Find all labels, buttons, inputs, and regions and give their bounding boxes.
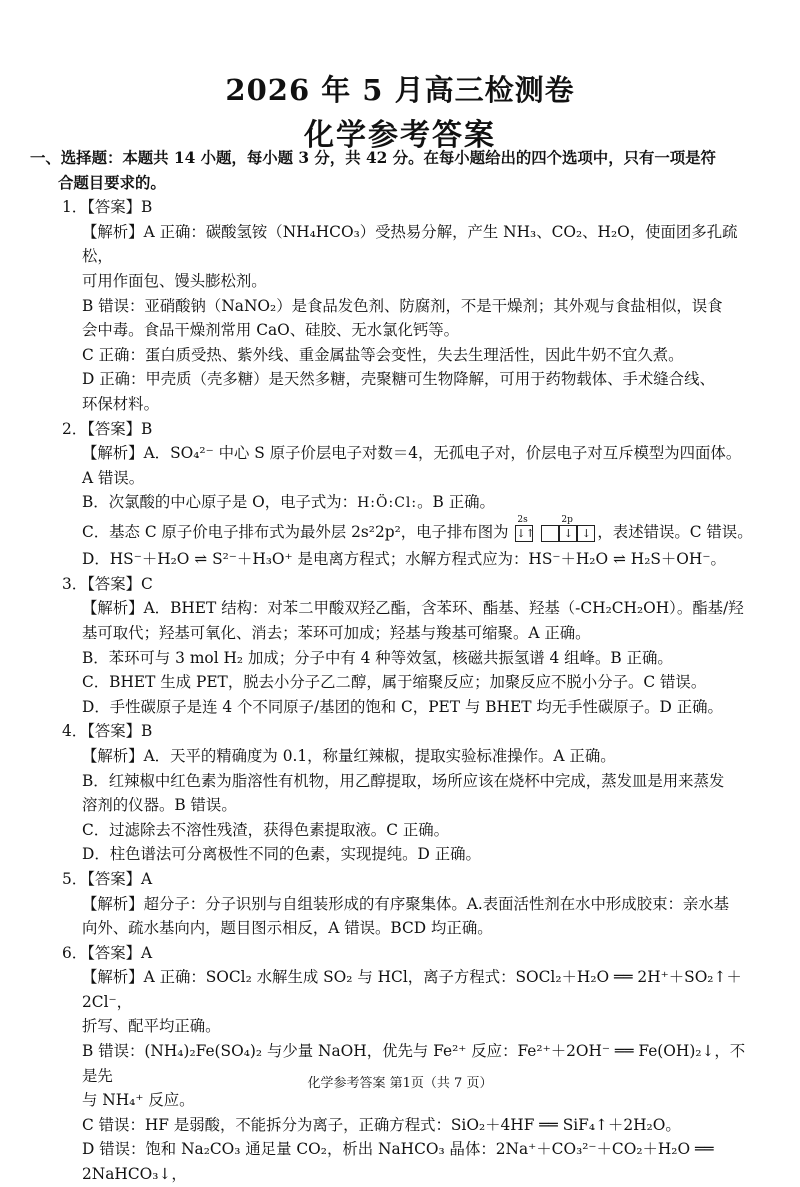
explanation-line: 【解析】A．SO₄²⁻ 中心 S 原子价层电子对数＝4，无孤电子对，价层电子对互斥模型为四面体。 [82, 444, 742, 463]
orbital-box-2s: ↓↑ [516, 527, 535, 541]
answer-line: 1．【答案】B [62, 198, 153, 217]
orbital-box-2p: ↓ [577, 525, 595, 542]
explanation-line: C．过滤除去不溶性残渣，获得色素提取液。C 正确。 [82, 820, 450, 839]
explanation-line: 基可取代；羟基可氧化、消去；苯环可加成；羟基与羧基可缩聚。A 正确。 [82, 623, 591, 642]
orbital-label-2s: 2s [517, 514, 528, 525]
answer-line: 3．【答案】C [62, 574, 153, 593]
answer-line: 5．【答案】A [62, 869, 153, 888]
section-heading-line2: 合题目要求的。 [58, 173, 166, 192]
section-heading [30, 146, 754, 195]
explanation-line: 【解析】A．BHET 结构：对苯二甲酸双羟乙酯，含苯环、酯基、羟基（-CH₂CH₂OH）。酯基/羟 [82, 599, 744, 618]
explanation-line: A 错误。 [82, 468, 145, 487]
explanation-line: 可用作面包、馒头膨松剂。 [82, 271, 267, 290]
explanation-line: D．HS⁻＋H₂O ⇌ S²⁻＋H₃O⁺ 是电离方程式；水解方程式应为：HS⁻＋H₂O ⇌ H₂S＋OH⁻。 [82, 550, 726, 569]
explanation-line: 【解析】A 正确：碳酸氢铵（NH₄HCO₃）受热易分解，产生 NH₃、CO₂、H₂O，使面团多孔疏松， [82, 222, 738, 266]
question-1 [58, 195, 754, 416]
explanation-line: B 错误：(NH₄)₂Fe(SO₄)₂ 与少量 NaOH，优先与 Fe²⁺ 反应：Fe²⁺＋2OH⁻ ══ Fe(OH)₂↓，不是先 [82, 1042, 746, 1085]
orbital-diagram [515, 514, 535, 546]
section-heading-line1: 一、选择题：本题共 14 小题，每小题 3 分，共 42 分。在每小题给出的四个选项中，只有一项是符 [30, 149, 716, 167]
answer-line: 6．【答案】A [62, 943, 153, 962]
explanation-line: B．红辣椒中红色素为脂溶性有机物，用乙醇提取，场所应该在烧杯中完成，蒸发皿是用来蒸发 [82, 771, 725, 790]
explanation-text: 。B 正确。 [417, 493, 495, 512]
explanation-line: 【解析】A 正确：SOCl₂ 水解生成 SO₂ 与 HCl，离子方程式：SOCl₂＋H₂O ══ 2H⁺＋SO₂↑＋2Cl⁻， [82, 968, 742, 1011]
answer-line: 4．【答案】B [62, 722, 153, 741]
question-4 [58, 719, 754, 867]
explanation-line: 【解析】A．天平的精确度为 0.1，称量红辣椒，提取实验标准操作。A 正确。 [82, 746, 616, 765]
explanation-line: 与 NH₄⁺ 反应。 [82, 1091, 195, 1110]
explanation-line: D．手性碳原子是连 4 个不同原子/基团的饱和 C，PET 与 BHET 均无手性碳原子。D 正确。 [82, 697, 723, 716]
explanation-line [58, 514, 754, 545]
explanation-text: ，表述错误。C 错误。 [597, 522, 753, 541]
page-footer: 化学参考答案 第1页（共 7 页） [307, 1076, 493, 1091]
answer-key-title: 化学参考答案 [304, 118, 496, 153]
explanation-line: 溶剂的仪器。B 错误。 [82, 796, 237, 815]
answer-line: 2．【答案】B [62, 419, 153, 438]
explanation-line: 向外、疏水基向内，题目图示相反，A 错误。BCD 均正确。 [82, 919, 493, 938]
electron-formula: H:Ö:Cl: [357, 495, 418, 512]
explanation-text: C．基态 C 原子价电子排布式为最外层 2s²2p²，电子排布图为 [82, 522, 509, 541]
explanation-line: B 错误：亚硝酸钠（NaNO₂）是食品发色剂、防腐剂，不是干燥剂；其外观与食盐相似，误食 [82, 296, 723, 315]
explanation-line: C 错误：HF 是弱酸，不能拆分为离子，正确方程式：SiO₂＋4HF ══ SiF₄↑＋2H₂O。 [82, 1115, 681, 1134]
explanation-line: D 正确：甲壳质（壳多糖）是天然多糖，壳聚糖可生物降解，可用于药物载体、手术缝合线、 [82, 370, 715, 389]
explanation-line: D 错误：饱和 Na₂CO₃ 通足量 CO₂，析出 NaHCO₃ 晶体：2Na⁺＋CO₃²⁻＋CO₂＋H₂O ══ 2NaHCO₃↓， [82, 1140, 714, 1184]
orbital-box-2p: ↓ [559, 525, 577, 542]
page-content [30, 146, 754, 1187]
explanation-line: 环保材料。 [82, 394, 159, 413]
question-5 [58, 867, 754, 941]
question-2 [58, 417, 754, 572]
explanation-line: 折写、配平均正确。 [82, 1017, 221, 1036]
explanation-line [58, 490, 754, 516]
orbital-label-2p: 2p [561, 514, 573, 525]
explanation-line: 【解析】超分子：分子识别与自组装形成的有序聚集体。A.表面活性剂在水中形成胶束：亲水基 [82, 894, 730, 913]
exam-title: 2026 年 5 月高三检测卷 [225, 73, 575, 107]
orbital-box-2p [541, 525, 559, 542]
explanation-line: C．BHET 生成 PET，脱去小分子乙二醇，属于缩聚反应；加聚反应不脱小分子。C 错误。 [82, 673, 707, 692]
explanation-line: B．苯环可与 3 mol H₂ 加成；分子中有 4 种等效氢，核磁共振氢谱 4 组峰。B 正确。 [82, 648, 673, 667]
question-6 [58, 941, 754, 1187]
explanation-text: B．次氯酸的中心原子是 O，电子式为： [82, 493, 358, 512]
explanation-line: D．柱色谱法可分离极性不同的色素，实现提纯。D 正确。 [82, 845, 481, 864]
orbital-diagram-2p [541, 514, 595, 546]
explanation-line: C 正确：蛋白质受热、紫外线、重金属盐等会变性，失去生理活性，因此牛奶不宜久煮。 [82, 345, 684, 364]
explanation-line: 会中毒。食品干燥剂常用 CaO、硅胶、无水氯化钙等。 [82, 321, 460, 340]
question-3 [58, 572, 754, 720]
